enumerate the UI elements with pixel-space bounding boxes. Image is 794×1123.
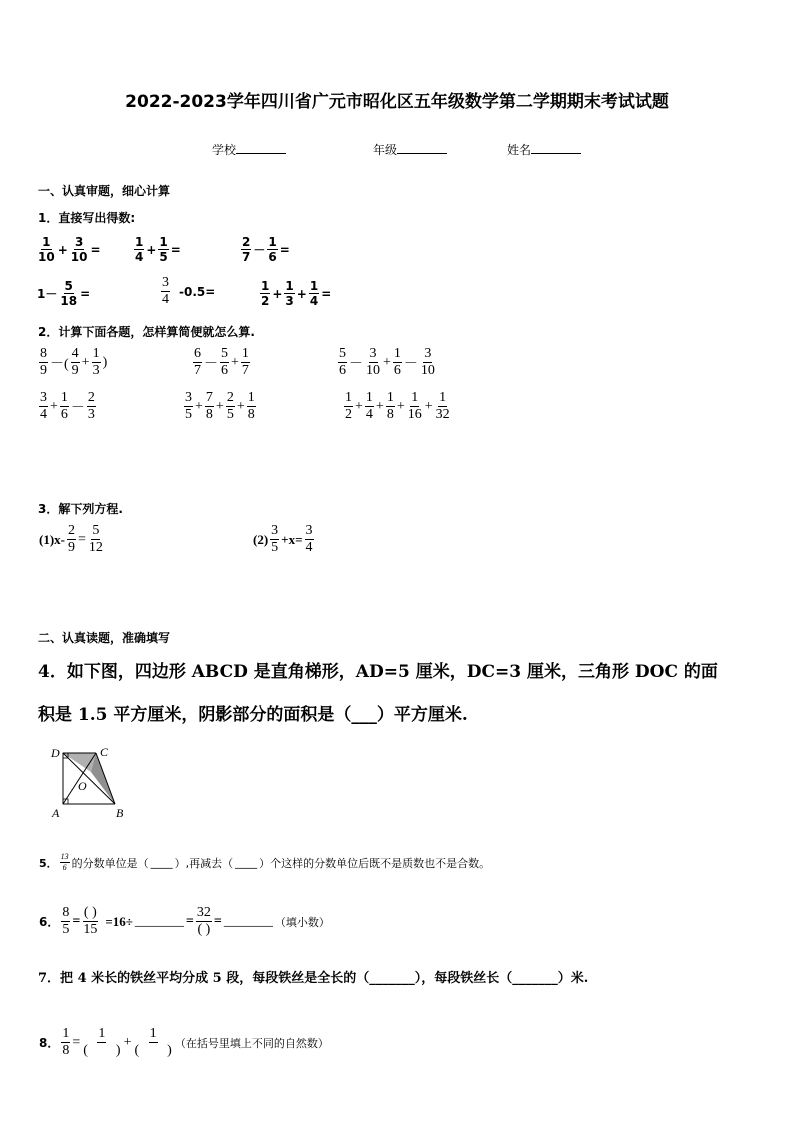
q7-blank-2[interactable]: _______ [512, 971, 558, 986]
q1-expr-3: $\frac{2}{7}$ － $\frac{1}{6}$ = [242, 235, 290, 264]
q8-blank-1[interactable]: ( ) [83, 1043, 121, 1058]
q2-expr-2: $\frac{6}{7}$ － $\frac{5}{6}$ + $\frac{1}{7}$ [194, 346, 249, 378]
label-d: D [51, 746, 60, 760]
label-b: B [116, 806, 124, 820]
school-field[interactable] [212, 141, 286, 158]
trapezoid-figure [45, 742, 135, 822]
q6: 6． $\frac{8}{5}$ = $\frac{( )}{15}$ =16÷ _______ = $\frac{32}{( )}$ = _______ （填小数） [39, 905, 330, 937]
q2-label: 2．计算下面各题，怎样算简便就怎么算. [38, 325, 255, 339]
page-title: 2022-2023学年四川省广元市昭化区五年级数学第二学期期末考试试题 [125, 92, 669, 112]
name-blank[interactable] [531, 142, 581, 154]
school-blank[interactable] [236, 142, 286, 154]
section2-heading: 二、认真读题，准确填写 [38, 631, 171, 645]
q4-line-2: 积是 1.5 平方厘米，阴影部分的面积是（___）平方厘米. [38, 705, 468, 725]
q1-expr-6: $\frac{1}{2}$ + $\frac{1}{3}$ + $\frac{1}{4}$ = [261, 279, 332, 308]
q3-equation-1: (1)x- $\frac{2}{9}$ = $\frac{5}{12}$ [39, 523, 103, 555]
q3-label: 3．解下列方程. [38, 502, 123, 516]
shaded-triangle-right [91, 753, 115, 804]
q8: 8． $\frac{1}{8}$ = $\frac{1}{( )}$ + $\frac{1}{( )}$ （在括号里填上不同的自然数） [39, 1026, 329, 1058]
q3-equation-2: (2) $\frac{3}{5}$ +x= $\frac{3}{4}$ [253, 523, 313, 555]
q6-blank-numerator[interactable]: ( ) [83, 905, 97, 920]
q2-expr-5: $\frac{3}{5}$ + $\frac{7}{8}$ + $\frac{2}{5}$ + $\frac{1}{8}$ [185, 390, 255, 422]
q8-blank-2[interactable]: ( ) [134, 1043, 172, 1058]
q4-line-1: 4．如下图，四边形 ABCD 是直角梯形，AD=5 厘米，DC=3 厘米，三角形 DOC 的面 [38, 662, 718, 682]
label-c: C [100, 745, 109, 759]
q5: 5． $\frac{13}{6}$ 的分数单位是（ ____ ）,再减去（ ____ ）个这样的分数单位后既不是质数也不是合数。 [39, 852, 491, 872]
grade-label: 年级 [373, 143, 398, 157]
q1-expr-5: $\frac{3}{4}$ -0.5= [162, 275, 216, 307]
grade-blank[interactable] [397, 142, 447, 154]
school-label: 学校 [212, 143, 237, 157]
q7: 7．把 4 米长的铁丝平均分成 5 段，每段铁丝是全长的（_______），每段铁丝长（_______）米. [38, 971, 589, 986]
q1-expr-2: $\frac{1}{4}$ + $\frac{1}{5}$ = [135, 235, 181, 264]
q1-expr-4: 1－ $\frac{5}{18}$ = [37, 279, 91, 308]
q6-blank-1[interactable]: _______ [134, 913, 184, 929]
label-a: A [52, 806, 60, 820]
q5-blank-1[interactable]: ____ [150, 856, 173, 869]
name-field[interactable] [507, 141, 581, 158]
q2-expr-3: $\frac{5}{6}$ － $\frac{3}{10}$ + $\frac{1}{6}$ － $\frac{3}{10}$ [339, 346, 435, 378]
q2-expr-6: $\frac{1}{2}$ + $\frac{1}{4}$ + $\frac{1}{8}$ + $\frac{1}{16}$ + $\frac{1}{32}$ [345, 390, 450, 422]
q2-expr-4: $\frac{3}{4}$ + $\frac{1}{6}$ － $\frac{2}{3}$ [40, 390, 95, 422]
q6-blank-2[interactable]: _______ [223, 913, 273, 929]
section1-heading: 一、认真审题，细心计算 [38, 184, 171, 198]
q5-blank-2[interactable]: ____ [235, 856, 258, 869]
name-label: 姓名 [507, 143, 532, 157]
q1-label: 1．直接写出得数: [38, 211, 136, 225]
grade-field[interactable] [373, 141, 447, 158]
q7-blank-1[interactable]: _______ [369, 971, 415, 986]
q2-expr-1: $\frac{8}{9}$ －( $\frac{4}{9}$ + $\frac{1}{3}$ ) [40, 346, 108, 378]
label-o: O [78, 779, 87, 793]
q1-expr-1: $\frac{1}{10}$ + $\frac{3}{10}$ = [38, 235, 101, 264]
q6-blank-denominator[interactable]: ( ) [197, 922, 211, 937]
q4-answer-blank[interactable]: ___ [351, 705, 377, 725]
